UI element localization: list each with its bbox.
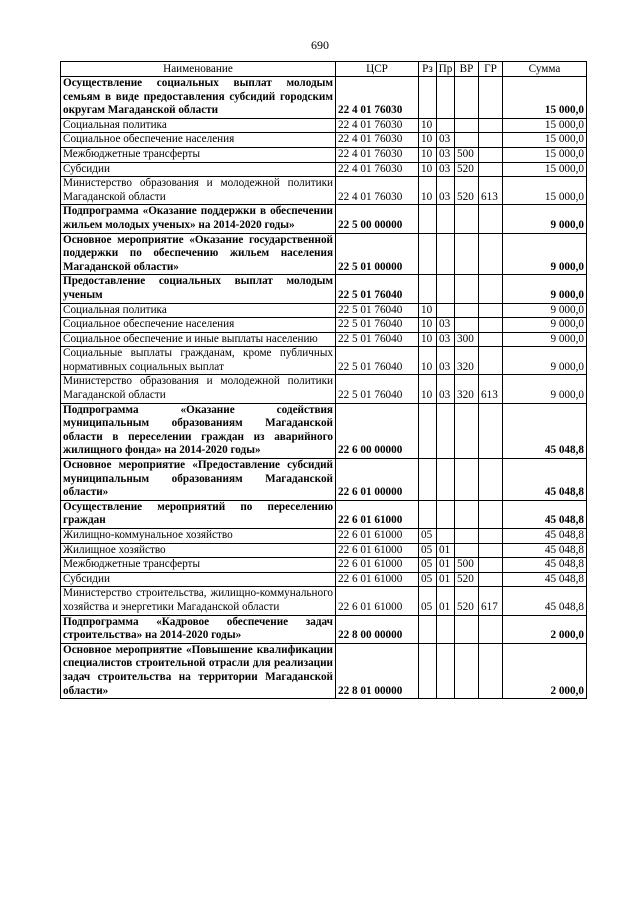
cell-name: Межбюджетные трансферты — [61, 147, 336, 162]
cell-name: Социальные выплаты гражданам, кроме публичных нормативных социальных выплат — [61, 347, 336, 375]
cell-pr: 03 — [437, 332, 455, 347]
cell-name: Основное мероприятие «Предоставление субсидий муниципальным образованиям Магаданской области» — [61, 459, 336, 501]
table-row — [61, 147, 587, 162]
table-row — [61, 529, 587, 544]
table-row — [61, 500, 587, 528]
table-row — [61, 303, 587, 318]
cell-pr — [437, 77, 455, 119]
cell-gr — [479, 303, 503, 318]
cell-gr — [479, 643, 503, 698]
cell-csr: 22 8 00 00000 — [336, 615, 419, 643]
cell-gr — [479, 205, 503, 233]
cell-pr — [437, 459, 455, 501]
cell-gr — [479, 500, 503, 528]
cell-pr — [437, 615, 455, 643]
cell-name: Осуществление социальных выплат молодым семьям в виде предоставления субсидий городским округам Магаданской области — [61, 77, 336, 119]
cell-sum: 15 000,0 — [503, 118, 587, 133]
cell-vr: 520 — [455, 587, 479, 615]
cell-pr: 03 — [437, 162, 455, 177]
cell-vr — [455, 543, 479, 558]
cell-rz — [419, 77, 437, 119]
table-row — [61, 162, 587, 177]
cell-gr: 613 — [479, 375, 503, 403]
header-gr: ГР — [479, 62, 503, 77]
table-row — [61, 118, 587, 133]
cell-name: Основное мероприятие «Оказание государственной поддержки по обеспечению жильем населения Магаданской области» — [61, 233, 336, 275]
cell-gr — [479, 118, 503, 133]
cell-gr — [479, 162, 503, 177]
cell-pr — [437, 118, 455, 133]
table-row — [61, 543, 587, 558]
cell-name: Социальное обеспечение населения — [61, 318, 336, 333]
cell-vr: 500 — [455, 558, 479, 573]
cell-sum: 45 048,8 — [503, 543, 587, 558]
cell-pr — [437, 500, 455, 528]
cell-rz: 05 — [419, 529, 437, 544]
cell-csr: 22 4 01 76030 — [336, 162, 419, 177]
cell-pr — [437, 275, 455, 303]
cell-rz: 10 — [419, 332, 437, 347]
cell-pr — [437, 403, 455, 458]
cell-name: Социальное обеспечение населения — [61, 133, 336, 148]
cell-rz: 10 — [419, 162, 437, 177]
cell-csr: 22 5 01 76040 — [336, 347, 419, 375]
cell-name: Социальная политика — [61, 118, 336, 133]
cell-vr — [455, 643, 479, 698]
table-row — [61, 615, 587, 643]
table-row — [61, 558, 587, 573]
cell-vr — [455, 303, 479, 318]
cell-name: Жилищно-коммунальное хозяйство — [61, 529, 336, 544]
cell-gr — [479, 332, 503, 347]
cell-pr — [437, 233, 455, 275]
cell-sum: 15 000,0 — [503, 133, 587, 148]
cell-name: Социальное обеспечение и иные выплаты населению — [61, 332, 336, 347]
cell-rz — [419, 459, 437, 501]
cell-sum: 15 000,0 — [503, 177, 587, 205]
cell-csr: 22 5 00 00000 — [336, 205, 419, 233]
cell-pr — [437, 205, 455, 233]
table-row — [61, 347, 587, 375]
cell-sum: 9 000,0 — [503, 347, 587, 375]
cell-name: Субсидии — [61, 162, 336, 177]
cell-pr: 03 — [437, 347, 455, 375]
cell-pr: 03 — [437, 147, 455, 162]
cell-gr — [479, 133, 503, 148]
cell-name: Социальная политика — [61, 303, 336, 318]
cell-sum: 9 000,0 — [503, 375, 587, 403]
table-row — [61, 177, 587, 205]
cell-sum: 9 000,0 — [503, 332, 587, 347]
cell-pr — [437, 643, 455, 698]
cell-csr: 22 6 01 61000 — [336, 587, 419, 615]
cell-csr: 22 4 01 76030 — [336, 118, 419, 133]
cell-gr — [479, 529, 503, 544]
cell-pr: 01 — [437, 572, 455, 587]
cell-sum: 45 048,8 — [503, 500, 587, 528]
cell-gr — [479, 77, 503, 119]
table-row — [61, 133, 587, 148]
table-row — [61, 375, 587, 403]
cell-vr — [455, 77, 479, 119]
table-body — [61, 77, 587, 699]
budget-table — [60, 61, 587, 699]
cell-rz: 10 — [419, 318, 437, 333]
cell-gr — [479, 233, 503, 275]
cell-csr: 22 6 01 00000 — [336, 459, 419, 501]
cell-vr: 320 — [455, 347, 479, 375]
cell-rz: 10 — [419, 303, 437, 318]
cell-vr: 500 — [455, 147, 479, 162]
cell-sum: 2 000,0 — [503, 643, 587, 698]
cell-csr: 22 5 01 76040 — [336, 318, 419, 333]
table-row — [61, 572, 587, 587]
cell-sum: 2 000,0 — [503, 615, 587, 643]
cell-rz — [419, 233, 437, 275]
cell-gr — [479, 275, 503, 303]
cell-gr — [479, 615, 503, 643]
cell-sum: 15 000,0 — [503, 77, 587, 119]
cell-name: Основное мероприятие «Повышение квалификации специалистов строительной отрасли для реализации задач строительства на территории Магаданской области» — [61, 643, 336, 698]
cell-pr — [437, 303, 455, 318]
cell-sum: 9 000,0 — [503, 233, 587, 275]
header-sum: Сумма — [503, 62, 587, 77]
table-row — [61, 643, 587, 698]
table-row — [61, 403, 587, 458]
cell-vr: 520 — [455, 177, 479, 205]
cell-name: Министерство образования и молодежной политики Магаданской области — [61, 177, 336, 205]
table-row — [61, 275, 587, 303]
cell-sum: 45 048,8 — [503, 558, 587, 573]
cell-name: Подпрограмма «Оказание поддержки в обеспечении жильем молодых ученых» на 2014-2020 годы» — [61, 205, 336, 233]
cell-pr: 03 — [437, 375, 455, 403]
cell-vr — [455, 318, 479, 333]
cell-sum: 45 048,8 — [503, 403, 587, 458]
cell-name: Министерство строительства, жилищно-коммунального хозяйства и энергетики Магаданской области — [61, 587, 336, 615]
cell-vr — [455, 615, 479, 643]
cell-name: Межбюджетные трансферты — [61, 558, 336, 573]
cell-vr: 520 — [455, 572, 479, 587]
cell-csr: 22 6 01 61000 — [336, 543, 419, 558]
cell-csr: 22 4 01 76030 — [336, 133, 419, 148]
cell-vr — [455, 459, 479, 501]
cell-rz: 10 — [419, 118, 437, 133]
cell-rz: 05 — [419, 558, 437, 573]
cell-csr: 22 6 01 61000 — [336, 572, 419, 587]
cell-rz: 05 — [419, 543, 437, 558]
cell-pr: 01 — [437, 587, 455, 615]
cell-sum: 45 048,8 — [503, 529, 587, 544]
table-row — [61, 233, 587, 275]
page-number: 690 — [311, 38, 329, 52]
cell-rz: 10 — [419, 133, 437, 148]
cell-rz — [419, 275, 437, 303]
cell-rz: 10 — [419, 347, 437, 375]
cell-gr — [479, 403, 503, 458]
cell-gr — [479, 543, 503, 558]
cell-rz — [419, 403, 437, 458]
cell-gr — [479, 558, 503, 573]
cell-csr: 22 6 01 61000 — [336, 558, 419, 573]
cell-pr — [437, 529, 455, 544]
cell-rz — [419, 205, 437, 233]
cell-name: Министерство образования и молодежной политики Магаданской области — [61, 375, 336, 403]
cell-name: Предоставление социальных выплат молодым ученым — [61, 275, 336, 303]
header-csr: ЦСР — [336, 62, 419, 77]
cell-name: Жилищное хозяйство — [61, 543, 336, 558]
table-row — [61, 205, 587, 233]
cell-csr: 22 5 01 76040 — [336, 275, 419, 303]
cell-gr — [479, 347, 503, 375]
cell-vr — [455, 403, 479, 458]
cell-gr — [479, 147, 503, 162]
cell-sum: 15 000,0 — [503, 147, 587, 162]
cell-csr: 22 4 01 76030 — [336, 177, 419, 205]
table-row — [61, 459, 587, 501]
cell-rz: 10 — [419, 147, 437, 162]
cell-csr: 22 5 01 76040 — [336, 332, 419, 347]
cell-sum: 45 048,8 — [503, 587, 587, 615]
cell-gr: 613 — [479, 177, 503, 205]
cell-name: Субсидии — [61, 572, 336, 587]
cell-csr: 22 8 01 00000 — [336, 643, 419, 698]
cell-name: Подпрограмма «Оказание содействия муниципальным образованиям Магаданской области в переселении граждан из аварийного жилищного фонда» на 2014-2020 годы» — [61, 403, 336, 458]
cell-pr: 03 — [437, 318, 455, 333]
cell-vr — [455, 118, 479, 133]
cell-vr: 300 — [455, 332, 479, 347]
cell-vr — [455, 233, 479, 275]
cell-vr: 520 — [455, 162, 479, 177]
cell-pr: 01 — [437, 543, 455, 558]
header-pr: Пр — [437, 62, 455, 77]
header-row — [61, 62, 587, 77]
table-row — [61, 318, 587, 333]
cell-csr: 22 6 01 61000 — [336, 500, 419, 528]
cell-rz — [419, 500, 437, 528]
cell-sum: 9 000,0 — [503, 303, 587, 318]
cell-vr — [455, 275, 479, 303]
cell-pr: 03 — [437, 133, 455, 148]
cell-gr — [479, 459, 503, 501]
cell-csr: 22 6 00 00000 — [336, 403, 419, 458]
cell-name: Подпрограмма «Кадровое обеспечение задач строительства» на 2014-2020 годы» — [61, 615, 336, 643]
cell-rz: 05 — [419, 587, 437, 615]
cell-rz — [419, 615, 437, 643]
cell-csr: 22 6 01 61000 — [336, 529, 419, 544]
cell-csr: 22 5 01 76040 — [336, 303, 419, 318]
cell-vr — [455, 133, 479, 148]
cell-sum: 15 000,0 — [503, 162, 587, 177]
cell-rz: 05 — [419, 572, 437, 587]
cell-pr: 01 — [437, 558, 455, 573]
cell-csr: 22 4 01 76030 — [336, 77, 419, 119]
cell-sum: 9 000,0 — [503, 318, 587, 333]
cell-csr: 22 5 01 76040 — [336, 375, 419, 403]
table-row — [61, 77, 587, 119]
cell-gr — [479, 572, 503, 587]
cell-rz: 10 — [419, 375, 437, 403]
cell-vr: 320 — [455, 375, 479, 403]
cell-rz — [419, 643, 437, 698]
cell-csr: 22 4 01 76030 — [336, 147, 419, 162]
cell-name: Осуществление мероприятий по переселению граждан — [61, 500, 336, 528]
cell-sum: 45 048,8 — [503, 459, 587, 501]
cell-gr — [479, 318, 503, 333]
cell-vr — [455, 529, 479, 544]
header-vr: ВР — [455, 62, 479, 77]
cell-sum: 45 048,8 — [503, 572, 587, 587]
cell-sum: 9 000,0 — [503, 275, 587, 303]
cell-rz: 10 — [419, 177, 437, 205]
cell-gr: 617 — [479, 587, 503, 615]
header-name: Наименование — [61, 62, 336, 77]
cell-sum: 9 000,0 — [503, 205, 587, 233]
cell-vr — [455, 500, 479, 528]
cell-pr: 03 — [437, 177, 455, 205]
header-rz: Рз — [419, 62, 437, 77]
table-row — [61, 587, 587, 615]
cell-vr — [455, 205, 479, 233]
cell-csr: 22 5 01 00000 — [336, 233, 419, 275]
table-row — [61, 332, 587, 347]
